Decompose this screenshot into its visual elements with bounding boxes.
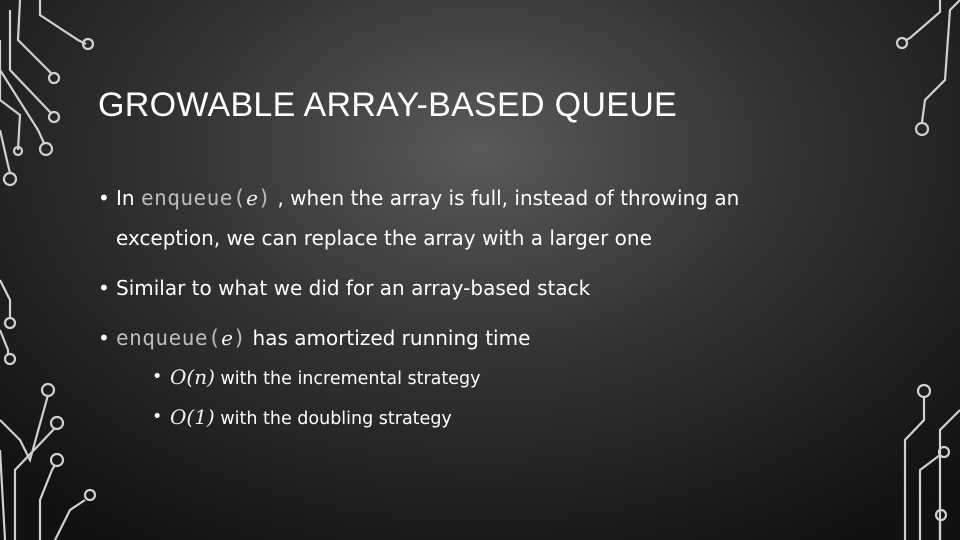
bullet-item [98,184,858,252]
bullet-list [98,184,858,432]
bullet-text: has amortized running time [252,326,531,350]
code-close-paren: ) [257,186,272,210]
math-complexity: O(1) [170,405,215,429]
bullet-text: In [116,186,135,210]
math-complexity: O(n) [170,365,215,389]
bullet-dot: • [152,367,163,387]
bullet-dot: • [98,186,110,210]
code-enqueue: enqueue( [140,186,247,210]
sub-bullet-item [152,364,858,392]
bullet-text-continuation: exception, we can replace the array with a larger one [116,226,652,250]
code-enqueue: enqueue( [116,326,222,350]
bullet-text: Similar to what we did for an array-based stack [116,276,591,300]
bullet-dot: • [152,407,163,427]
bullet-dot: • [98,326,110,350]
bullet-item [98,274,858,302]
slide-title: GROWABLE ARRAY-BASED QUEUE [98,86,678,124]
math-arg: e [221,326,233,350]
bullet-item [98,324,858,432]
sub-bullet-text: with the doubling strategy [220,409,452,429]
sub-bullet-item [152,404,858,432]
code-close-paren: ) [233,326,247,350]
bullet-text: , when the array is full, instead of throwing an [277,186,740,210]
bullet-dot: • [98,276,110,300]
sub-bullet-text: with the incremental strategy [220,369,481,389]
math-arg: e [246,186,258,210]
